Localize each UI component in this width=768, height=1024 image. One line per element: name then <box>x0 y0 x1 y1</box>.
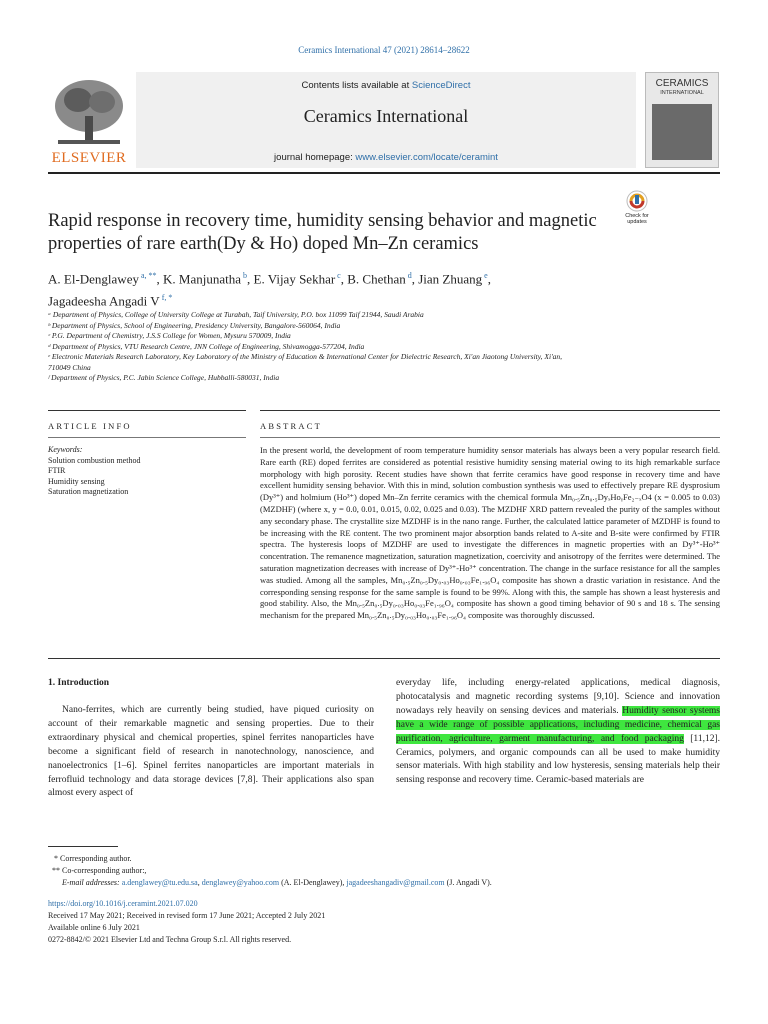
article-info-heading: ARTICLE INFO <box>48 421 132 431</box>
journal-homepage-link[interactable]: www.elsevier.com/locate/ceramint <box>355 152 498 163</box>
affiliations <box>48 310 728 384</box>
author-affiliation-marker[interactable]: e <box>482 271 488 280</box>
affiliation-line: ᵇ Department of Physics, School of Engineering, Presidency University, Bangalore-560064, India <box>48 320 341 330</box>
intro-left-column <box>48 704 374 801</box>
check-for-updates-label[interactable]: Check for updates <box>625 213 649 225</box>
contents-line <box>136 80 636 91</box>
article-title: Rapid response in recovery time, humidity sensing behavior and magnetic properties of rare earth(Dy & Ho) doped Mn–Zn ceramics <box>48 211 597 254</box>
author-list: A. El-Denglawey $^{a, **}$, K. Manjunatha $^b$, E. Vijay Sekhar $^c$, B. Chethan $^d$, Jian Zhuang $^e$, Jagadeesha Angadi V $^{f, *}$ <box>48 271 491 309</box>
highlighted-text: Humidity sensor systems have a wide range of possible applications, including medicine, chemical gas purification, agriculture, garment manufacturing, and food packaging <box>396 705 721 744</box>
keywords-block <box>48 445 246 498</box>
email-link[interactable]: a.denglawey@tu.edu.sa <box>121 878 198 887</box>
author-affiliation-marker[interactable]: f, * <box>159 293 173 303</box>
abstract-divider <box>260 437 720 438</box>
cover-title: CERAMICS <box>655 78 709 89</box>
keyword-item: Saturation magnetization <box>48 487 129 497</box>
article-info-top-rule <box>48 410 246 411</box>
footnotes <box>48 853 728 889</box>
author-name: K. Manjunatha <box>163 271 242 287</box>
author-affiliation-marker[interactable]: c <box>335 271 341 280</box>
publication-info <box>48 898 728 946</box>
article-info-divider <box>48 437 246 438</box>
author-name: B. Chethan <box>347 271 406 287</box>
email-owner: (A. El-Denglawey), <box>279 878 347 887</box>
keywords-label: Keywords: <box>48 445 83 454</box>
keyword-item: Humidity sensing <box>48 476 105 486</box>
affiliation-line: ᵉ Electronic Materials Research Laboratory, Key Laboratory of the Ministry of Education & International Center for Dielectric Research, Xi'an Jiaotong University, Xi'an, <box>48 352 563 361</box>
email-label: E-mail addresses: <box>62 878 122 887</box>
email-link[interactable]: jagadeeshangadiv@gmail.com <box>346 878 445 887</box>
homepage-line <box>136 152 636 163</box>
received-dates: Received 17 May 2021; Received in revised form 17 June 2021; Accepted 2 July 2021 <box>48 911 326 920</box>
keyword-item: Solution combustion method <box>48 455 141 465</box>
author-name: Jian Zhuang <box>418 271 483 287</box>
homepage-prefix: journal homepage: <box>274 152 356 163</box>
introduction-heading: 1. Introduction <box>48 678 110 688</box>
email-link[interactable]: denglawey@yahoo.com <box>201 878 280 887</box>
affiliation-line: 710049 China <box>48 362 91 372</box>
header-divider <box>48 172 720 174</box>
intro-text-post: [11,12]. Ceramics, polymers, and organic compounds can all be used to make humidity sensor materials. With high stability and low hysteresis, sensing materials help their sensing response and recovery time. Ceramic-based materials are <box>396 733 720 786</box>
email-line: E-mail addresses: a.denglawey@tu.edu.sa, denglawey@yahoo.com (A. El-Denglawey), jagadeeshangadiv@gmail.com (J. Angadi V). <box>62 878 492 887</box>
affiliation-line: ᵃ Department of Physics, College of University College at Turabah, Taif University, P.O. box 11099 Taif 21944, Saudi Arabia <box>48 310 424 319</box>
copyright: 0272-8842/© 2021 Elsevier Ltd and Techna Group S.r.l. All rights reserved. <box>48 935 292 944</box>
elsevier-wordmark: ELSEVIER <box>51 150 127 166</box>
available-online: Available online 6 July 2021 <box>48 923 140 932</box>
journal-name: Ceramics International <box>303 106 469 126</box>
intro-paragraph: Nano-ferrites, which are currently being studied, have piqued curiosity on account of their remarkable magnetic and sensing properties. Due to their extraordinary physical and chemical properties, spinel ferrites nanoparticles have become a significant field of research in nanotechnology, nanoscience, and nanoelectronics [1–6]. Spinel ferrites nanoparticles are important materials in ferrofluid technology and data storage devices [7,8]. Their applications also span almost every aspect of <box>48 705 374 799</box>
affiliation-line: ᶠ Department of Physics, P.C. Jabin Science College, Hubballi-580031, India <box>48 373 280 382</box>
contents-prefix: Contents lists available at <box>301 80 412 91</box>
affiliation-line: ᶜ P.G. Department of Chemistry, J.S.S College for Women, Mysuru 570009, India <box>48 331 291 340</box>
author-name: A. El-Denglawey <box>48 271 139 287</box>
affiliation-line: ᵈ Department of Physics, VTU Research Centre, JNN College of Engineering, Shivamogga-577204, India <box>48 341 365 351</box>
intro-text-pre: everyday life, including energy-related applications, medical diagnosis, photocatalysis and magnetic recording systems [9,10]. Science and innovation nowadays rely heavily on sensing devices and materials. <box>396 678 720 716</box>
author-affiliation-marker[interactable]: a, ** <box>138 271 157 280</box>
co-corresponding-note: ** Co-corresponding author:, <box>52 866 147 875</box>
author-affiliation-marker[interactable]: d <box>405 271 412 280</box>
abstract-bottom-rule <box>48 658 720 659</box>
footnote-rule <box>48 846 118 847</box>
abstract-text: In the present world, the development of room temperature humidity sensor materials has always been a very popular research field. Rare earth (RE) doped ferrites are considered as potential resistive humidity sensing material owing to its high remarkable surface morphology with high porosity. Recent studies have shown that ferrite ceramics have good response in recovery time and have excellent humidity sensing behavior. With this in mind, solution combustion synthesis was used to effectively prepare RE dysprosium (Dy³⁺) and holmium (Ho³⁺) doped Mn–Zn ferrite ceramics with the chemical formula Mn₀.₅Zn₀.₅DyₓHoᵧFe₂₋ₓO4 (x = 0.005 to 0.03) (MZDHF) (where x, y = 0.0, 0.01, 0.015, 0.02, 0.025 and 0.03). The MZDHF XRD pattern revealed the purity of the samples without any secondary phase. The crystallite size MZDHF is in the nano range. Further, the calculated lattice parameter of MZDHF is found to be increasing with the RE content. The two prominent major absorption bands related to A-site and B-site were confirmed by FTIR spectra. The hysteresis loops of MZDHF are used to investigate the differences in magnetic properties with an Dy³⁺-Ho³⁺ concentration. The remanence magnetization, saturation magnetization, coercivity and anisotropy of the ferrites were determined. The saturation magnetization decreases with increase of Dy³⁺-Ho³⁺ concentration. The change in the surface resistance for all the samples was studied. Among all the samples, Mn₀.₅Zn₀.₅Dy₀.₀₃Ho₀.₀₃Fe₁.₉₆O₄ composite has shown a drastic variation in resistance. And the corresponding sensing response for the same sample is found to be 99%. Along with this, the sample has shown a least hysteresis and good stability. Also, the Mn₀.₅Zn₀.₅Dy₀.₀₃Ho₀.₀₃Fe₁.₉₆O₄ composite has shown a good timing behavior of 90 s and 18 s. The sensing mechanism for the prepared Mn₀.₅Zn₀.₅Dy₀.₀₃Ho₀.₀₃Fe₁.₉₆O₄ composite was thoroughly discussed. <box>260 445 720 621</box>
email-owner: (J. Angadi V). <box>444 878 492 887</box>
sciencedirect-link[interactable]: ScienceDirect <box>411 80 471 91</box>
intro-right-column <box>396 677 720 788</box>
cover-subtitle: INTERNATIONAL <box>660 90 704 96</box>
author-name: E. Vijay Sekhar <box>253 271 336 287</box>
abstract-top-rule <box>260 410 720 411</box>
author-name: Jagadeesha Angadi V <box>48 293 160 309</box>
keyword-item: FTIR <box>48 466 66 476</box>
journal-reference-link[interactable]: Ceramics International 47 (2021) 28614–28622 <box>298 45 470 55</box>
abstract-heading: ABSTRACT <box>260 421 322 431</box>
author-affiliation-marker[interactable]: b <box>241 271 248 280</box>
cover-image <box>652 104 712 160</box>
corresponding-note: * Corresponding author. <box>54 854 132 863</box>
doi-link[interactable]: https://doi.org/10.1016/j.ceramint.2021.07.020 <box>48 899 198 908</box>
